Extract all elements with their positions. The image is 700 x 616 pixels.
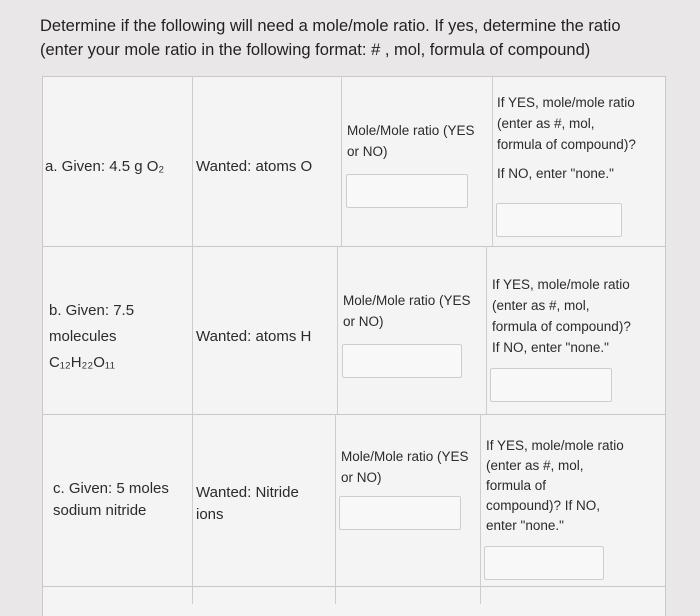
col-divider (192, 246, 193, 414)
instructions-line-2: (enter your mole ratio in the following format: # , mol, formula of compound) (40, 41, 591, 59)
ratio-value-input-c[interactable] (484, 546, 604, 580)
instructions (40, 14, 680, 62)
col-divider (192, 76, 193, 246)
col-divider (335, 414, 336, 604)
row-divider (43, 246, 665, 247)
col-divider (341, 76, 342, 246)
given-a: a. Given: 4.5 g O₂ (45, 158, 165, 175)
col-divider (486, 246, 487, 414)
col-divider (337, 246, 338, 414)
col-divider (492, 76, 493, 246)
question-table (42, 76, 666, 616)
row-divider (43, 586, 665, 587)
wanted-b: Wanted: atoms H (196, 328, 312, 345)
ratio-yes-no-input-a[interactable] (346, 174, 468, 208)
col-divider (480, 414, 481, 604)
wanted-a: Wanted: atoms O (196, 158, 313, 175)
ratio-yes-no-input-c[interactable] (339, 496, 461, 530)
ratio-instructions-c: If YES, mole/mole ratio (enter as #, mol, formula of compound)? If NO, enter "none." (486, 438, 624, 533)
ratio-value-input-a[interactable] (496, 203, 622, 237)
ratio-label-b: Mole/Mole ratio (YES or NO) (343, 293, 471, 329)
wanted-c: Wanted: Nitride ions (196, 484, 299, 523)
ratio-yes-no-input-b[interactable] (342, 344, 462, 378)
col-divider (192, 414, 193, 604)
ratio-instructions-a: If YES, mole/mole ratio (enter as #, mol, formula of compound)? If NO, enter "none." (497, 95, 636, 181)
given-b: b. Given: 7.5 molecules C₁₂H₂₂O₁₁ (49, 302, 135, 371)
row-divider (43, 414, 665, 415)
row-divider (43, 76, 665, 77)
given-c: c. Given: 5 moles sodium nitride (53, 480, 169, 519)
ratio-label-a: Mole/Mole ratio (YES or NO) (347, 123, 475, 159)
ratio-instructions-b: If YES, mole/mole ratio (enter as #, mol, formula of compound)? If NO, enter "none." (492, 277, 631, 355)
ratio-label-c: Mole/Mole ratio (YES or NO) (341, 449, 469, 485)
instructions-line-1: Determine if the following will need a mole/mole ratio. If yes, determine the ratio (40, 17, 621, 35)
ratio-value-input-b[interactable] (490, 368, 612, 402)
